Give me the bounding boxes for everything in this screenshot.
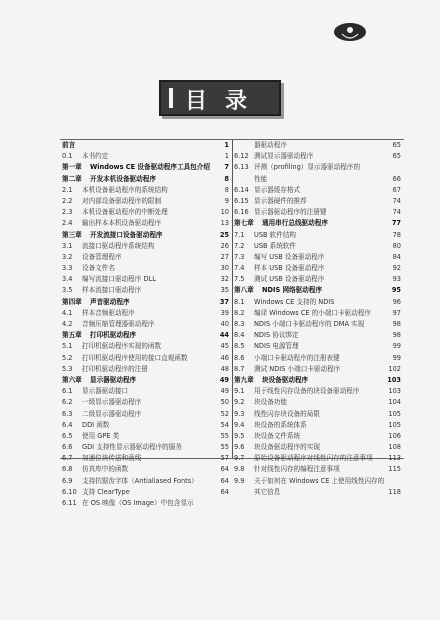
title-accent-bar bbox=[169, 88, 173, 108]
toc-entry-label: DDI 函数 bbox=[82, 420, 110, 429]
toc-entry-label: 针对线性闪存的编程注意事项 bbox=[254, 465, 340, 474]
toc-entry-label: 样本音频驱动程序 bbox=[82, 308, 135, 317]
toc-entry-label: 样本流接口驱动程序 bbox=[82, 286, 142, 295]
toc-entry-label: 二级显示器驱动程序 bbox=[82, 409, 142, 418]
toc-entry-page: 66 bbox=[392, 174, 401, 183]
publisher-logo bbox=[332, 16, 368, 48]
toc-entry-number: 9.4 bbox=[234, 420, 245, 429]
toc-entry-page: 30 bbox=[220, 264, 229, 273]
toc-entry-label: 支持 ClearType bbox=[82, 487, 130, 496]
toc-entry-number: 8.4 bbox=[234, 331, 245, 340]
toc-entry[interactable] bbox=[60, 196, 232, 207]
toc-entry[interactable] bbox=[232, 218, 404, 229]
toc-entry-page: 97 bbox=[392, 308, 401, 317]
toc-entry-number: 8.3 bbox=[234, 320, 245, 328]
toc-entry[interactable] bbox=[60, 252, 232, 263]
toc-entry[interactable] bbox=[60, 397, 232, 408]
toc-entry-page: 98 bbox=[392, 320, 401, 328]
toc-entry-page: 44 bbox=[219, 331, 229, 340]
toc-entry-page: 8 bbox=[224, 174, 229, 183]
toc-entry-label: 编写 USB 设备驱动程序 bbox=[254, 252, 325, 261]
toc-entry-page: 52 bbox=[220, 409, 229, 418]
toc-entry-label: 测试 USB 设备驱动程序 bbox=[254, 275, 325, 284]
toc-entry-number: 6.10 bbox=[62, 487, 77, 496]
toc-entry-page: 113 bbox=[388, 454, 401, 463]
toc-entry-label: 块设备的系统体系 bbox=[254, 420, 307, 429]
toc-entry[interactable] bbox=[232, 431, 404, 442]
toc-entry-page: 99 bbox=[392, 342, 401, 351]
toc-entry-label: 性能 bbox=[254, 174, 268, 183]
toc-entry-number: 5.3 bbox=[62, 364, 73, 373]
toc-entry[interactable] bbox=[60, 420, 232, 431]
toc-entry[interactable] bbox=[60, 241, 232, 252]
toc-entry-number: 7.3 bbox=[234, 252, 245, 261]
toc-entry-number: 0.1 bbox=[62, 152, 73, 161]
toc-entry-number: 6.3 bbox=[62, 409, 73, 418]
toc-entry-label: 编译 Windows CE 的小端口卡驱动程序 bbox=[254, 308, 372, 317]
toc-entry-number: 第一章 bbox=[62, 163, 82, 172]
toc-entry-number: 9.1 bbox=[234, 387, 245, 396]
toc-entry-number: 7.5 bbox=[234, 275, 245, 284]
toc-entry[interactable] bbox=[60, 140, 232, 151]
toc-entry-number: 6.4 bbox=[62, 420, 73, 429]
toc-entry-number: 9.2 bbox=[234, 398, 245, 407]
toc-entry-number: 3.2 bbox=[62, 252, 73, 261]
toc-entry-label: 评测（profiling）显示器驱动程序的 bbox=[254, 163, 361, 172]
toc-entry-page: 49 bbox=[220, 387, 229, 396]
toc-entry[interactable] bbox=[60, 353, 232, 364]
toc-entry-label: 测试 NDIS 小端口卡驱动程序 bbox=[254, 364, 341, 373]
toc-entry-page: 93 bbox=[392, 275, 401, 284]
toc-entry[interactable] bbox=[232, 397, 404, 408]
toc-entry-number: 8.1 bbox=[234, 297, 245, 306]
toc-entry-page: 45 bbox=[220, 342, 229, 351]
toc-entry[interactable] bbox=[60, 274, 232, 285]
toc-column-right bbox=[232, 140, 404, 496]
toc-entry-label: 通用串行总线驱动程序 bbox=[262, 219, 328, 228]
toc-entry-page: 48 bbox=[220, 364, 229, 373]
toc-entry-label: 开发本机设备驱动程序 bbox=[90, 174, 156, 183]
toc-entry-label: 显示器驱动程序 bbox=[90, 375, 137, 384]
toc-entry-number: 3.1 bbox=[62, 241, 73, 250]
toc-entry-page: 9 bbox=[224, 196, 229, 205]
toc-entry-label: 加速位块传送和画线 bbox=[82, 454, 142, 463]
toc-entry-number: 6.14 bbox=[234, 185, 249, 194]
title-char-1: 目 bbox=[185, 88, 208, 114]
toc-entry-page: 118 bbox=[388, 487, 401, 496]
toc-entry-label: 开发流接口设备驱动程序 bbox=[90, 230, 163, 239]
toc-entry-page: 78 bbox=[392, 230, 401, 239]
toc-entry-label: 原始设备驱动程序对线性闪存的注意事项 bbox=[254, 454, 373, 463]
toc-entry[interactable] bbox=[232, 386, 404, 397]
toc-entry-number: 8.7 bbox=[234, 364, 245, 373]
toc-entry-number: 6.1 bbox=[62, 387, 73, 396]
toc-entry-label: 打印机驱动程序的注册 bbox=[82, 364, 148, 373]
toc-entry-number: 3.4 bbox=[62, 275, 73, 284]
toc-entry-label: 其它信息 bbox=[254, 487, 281, 496]
toc-entry-label: 块设备驱动程序 bbox=[262, 375, 309, 384]
toc-entry-label: 块设备功能 bbox=[254, 398, 287, 407]
toc-entry-number: 第六章 bbox=[62, 375, 82, 384]
toc-entry-number: 6.12 bbox=[234, 152, 249, 161]
toc-entry[interactable] bbox=[60, 185, 232, 196]
toc-entry-number: 9.8 bbox=[234, 465, 245, 474]
toc-entry-label: GDI 支持性显示器驱动程序的服务 bbox=[82, 443, 182, 452]
toc-entry[interactable] bbox=[60, 330, 232, 341]
toc-entry-page: 49 bbox=[219, 375, 229, 384]
toc-entry-label: 显示器硬件的推荐 bbox=[254, 196, 307, 205]
toc-entry-number: 2.1 bbox=[62, 185, 73, 194]
toc-entry-page: 32 bbox=[220, 275, 229, 284]
toc-entry-number: 第八章 bbox=[234, 286, 254, 295]
toc-entry-page: 26 bbox=[220, 241, 229, 250]
toc-entry-label: 用于线性闪存设备的块设备驱动程序 bbox=[254, 387, 360, 396]
toc-entry[interactable] bbox=[232, 420, 404, 431]
toc-entry-label: 打印机驱动程序使用的接口直观函数 bbox=[82, 353, 188, 362]
toc-entry-page: 64 bbox=[220, 465, 229, 474]
toc-entry-page: 99 bbox=[392, 353, 401, 362]
toc-entry-number: 7.4 bbox=[234, 264, 245, 273]
toc-entry-label: 输出样本本机设备驱动程序 bbox=[82, 219, 162, 228]
toc-entry-label: 块设备文件系统 bbox=[254, 431, 301, 440]
toc-entry-number: 8.2 bbox=[234, 308, 245, 317]
toc-entry-number: 第二章 bbox=[62, 174, 82, 183]
toc-entry-label: 显示器驱动程序的注册键 bbox=[254, 208, 327, 217]
toc-entry[interactable] bbox=[232, 319, 404, 330]
toc-entry-number: 3.5 bbox=[62, 286, 73, 295]
toc-entry[interactable] bbox=[60, 375, 232, 386]
toc-entry[interactable] bbox=[60, 319, 232, 330]
toc-entry-number: 9.3 bbox=[234, 409, 245, 418]
toc-entry[interactable] bbox=[232, 353, 404, 364]
toc-entry[interactable] bbox=[60, 297, 232, 308]
toc-entry-number: 6.15 bbox=[234, 196, 249, 205]
toc-entry[interactable] bbox=[232, 207, 404, 218]
toc-entry-label: 在 OS 映像（OS Image）中包含显示 bbox=[82, 499, 194, 507]
toc-entry-page: 98 bbox=[392, 331, 401, 340]
toc-entry-label: 器驱动程序 bbox=[254, 141, 287, 149]
toc-entry-label: Windows CE 支持的 NDIS bbox=[254, 297, 335, 306]
toc-entry-label: 本机设备驱动程序的系统结构 bbox=[82, 185, 168, 194]
toc-entry-number: 9.7 bbox=[234, 454, 245, 463]
toc-entry-number: 8.6 bbox=[234, 353, 245, 362]
toc-entry[interactable] bbox=[60, 263, 232, 274]
toc-entry[interactable] bbox=[232, 297, 404, 308]
toc-entry-number: 9.5 bbox=[234, 431, 245, 440]
toc-entry[interactable] bbox=[232, 364, 404, 375]
toc-entry[interactable] bbox=[232, 196, 404, 207]
toc-entry-label: 设备文件名 bbox=[82, 264, 115, 273]
toc-entry[interactable] bbox=[60, 174, 232, 185]
toc-entry-page: 54 bbox=[220, 420, 229, 429]
toc-entry-page: 80 bbox=[392, 241, 401, 250]
toc-entry-page: 13 bbox=[220, 219, 229, 228]
toc-entry[interactable] bbox=[60, 230, 232, 241]
toc-entry[interactable] bbox=[232, 252, 404, 263]
toc-entry-page: 40 bbox=[220, 320, 229, 328]
toc-entry-label: 编写流接口驱动程序 DLL bbox=[82, 275, 156, 284]
toc-entry[interactable] bbox=[232, 341, 404, 352]
toc-entry-page: 25 bbox=[219, 230, 229, 239]
toc-entry-label: 音频压缩管理器驱动程序 bbox=[82, 320, 155, 328]
toc-entry-label: 块设备驱动程序的实现 bbox=[254, 443, 320, 452]
toc-entry[interactable] bbox=[232, 476, 404, 487]
toc-entry[interactable] bbox=[232, 375, 404, 386]
toc-entry-number: 7.2 bbox=[234, 241, 245, 250]
toc-entry-label: 声音驱动程序 bbox=[90, 297, 130, 306]
toc-entry-label: 仿真库中的函数 bbox=[82, 465, 129, 474]
toc-column-left bbox=[60, 140, 233, 507]
title-char-2: 录 bbox=[225, 88, 248, 114]
toc-entry-page: 37 bbox=[219, 297, 229, 306]
toc-entry[interactable] bbox=[232, 174, 404, 185]
toc-entry-number: 6.11 bbox=[62, 499, 77, 507]
toc-entry-label: 关于如何在 Windows CE 上使用线性闪存的 bbox=[254, 476, 385, 485]
toc-entry-page: 106 bbox=[388, 431, 401, 440]
toc-entry-page: 103 bbox=[387, 375, 401, 384]
toc-entry-label: NDIS 电源管理 bbox=[254, 342, 299, 351]
toc-entry-number: 2.2 bbox=[62, 196, 73, 205]
toc-entry-page: 55 bbox=[220, 431, 229, 440]
toc-entry-page: 103 bbox=[388, 387, 401, 396]
toc-entry[interactable] bbox=[232, 442, 404, 453]
toc-entry-number: 2.3 bbox=[62, 208, 73, 217]
toc-entry[interactable] bbox=[60, 151, 232, 162]
toc-entry-page: 65 bbox=[392, 141, 401, 149]
toc-entry[interactable] bbox=[60, 487, 232, 498]
toc-entry-label: NDIS 协议绑定 bbox=[254, 331, 299, 340]
toc-entry-label: 打印机驱动程序实现的函数 bbox=[82, 342, 162, 351]
toc-entry-label: 支持抗锯齿字体（Antialiased Fonts） bbox=[82, 476, 198, 485]
toc-entry-label: NDIS 小端口卡驱动程序的 DMA 实现 bbox=[254, 320, 365, 328]
toc-entry-page: 77 bbox=[391, 219, 401, 228]
toc-entry-page: 64 bbox=[220, 476, 229, 485]
toc-entry-page: 67 bbox=[392, 185, 401, 194]
toc-entry-page: 1 bbox=[224, 141, 229, 149]
toc-entry-page: 74 bbox=[392, 208, 401, 217]
toc-entry[interactable] bbox=[232, 487, 404, 498]
toc-entry-page: 95 bbox=[391, 286, 401, 295]
toc-entry[interactable] bbox=[232, 330, 404, 341]
toc-entry[interactable] bbox=[60, 207, 232, 218]
toc-entry-page: 10 bbox=[220, 208, 229, 217]
toc-entry-label: 本机设备驱动程序的中断处理 bbox=[82, 208, 168, 217]
table-of-contents bbox=[60, 139, 404, 507]
toc-entry[interactable] bbox=[232, 453, 404, 464]
toc-entry-label: 小端口卡驱动程序的注册表键 bbox=[254, 353, 340, 362]
toc-entry-number: 第三章 bbox=[62, 230, 82, 239]
toc-entry-label: 对内部设备驱动程序的限制 bbox=[82, 196, 162, 205]
toc-entry-label: 流接口驱动程序系统结构 bbox=[82, 241, 155, 250]
toc-entry-number: 6.8 bbox=[62, 465, 73, 474]
toc-entry[interactable] bbox=[60, 431, 232, 442]
toc-entry-number: 6.9 bbox=[62, 476, 73, 485]
toc-entry-number: 第九章 bbox=[234, 375, 254, 384]
toc-entry-number: 7.1 bbox=[234, 230, 245, 239]
toc-entry[interactable] bbox=[232, 409, 404, 420]
toc-entry-page: 102 bbox=[388, 364, 401, 373]
toc-entry-label: 使用 GPE 类 bbox=[82, 431, 120, 440]
toc-entry-number: 6.13 bbox=[234, 163, 249, 172]
toc-entry-number: 6.5 bbox=[62, 431, 73, 440]
toc-entry[interactable] bbox=[232, 464, 404, 475]
toc-entry-number: 第七章 bbox=[234, 219, 254, 228]
toc-entry[interactable] bbox=[60, 498, 232, 509]
toc-entry-page: 35 bbox=[220, 286, 229, 295]
toc-entry-page: 39 bbox=[220, 308, 229, 317]
toc-entry-label: 显示器驱动接口 bbox=[82, 387, 129, 396]
toc-entry-number: 5.1 bbox=[62, 342, 73, 351]
toc-entry-label: NDIS 网络驱动程序 bbox=[262, 286, 323, 295]
toc-entry[interactable] bbox=[60, 453, 232, 464]
toc-entry-label: 设备管理程序 bbox=[82, 252, 122, 261]
toc-entry[interactable] bbox=[60, 442, 232, 453]
toc-entry-label: 线性闪存块设备的局限 bbox=[254, 409, 320, 418]
toc-entry-page: 74 bbox=[392, 196, 401, 205]
toc-entry-page: 65 bbox=[392, 152, 401, 161]
toc-entry-page: 96 bbox=[392, 297, 401, 306]
toc-entry-label: 显示器缓存格式 bbox=[254, 185, 301, 194]
toc-entry[interactable] bbox=[60, 464, 232, 475]
toc-entry-number: 6.6 bbox=[62, 443, 73, 452]
toc-entry[interactable] bbox=[232, 140, 404, 151]
toc-entry-page: 105 bbox=[388, 409, 401, 418]
toc-entry-number: 6.2 bbox=[62, 398, 73, 407]
toc-entry[interactable] bbox=[232, 285, 404, 296]
toc-entry[interactable] bbox=[60, 285, 232, 296]
toc-entry[interactable] bbox=[232, 230, 404, 241]
toc-entry[interactable] bbox=[60, 476, 232, 487]
toc-entry[interactable] bbox=[60, 386, 232, 397]
toc-entry[interactable] bbox=[232, 151, 404, 162]
toc-entry-number: 3.3 bbox=[62, 264, 73, 273]
toc-entry[interactable] bbox=[232, 274, 404, 285]
toc-entry-page: 55 bbox=[220, 443, 229, 452]
toc-entry-page: 27 bbox=[220, 252, 229, 261]
toc-entry-page: 64 bbox=[220, 487, 229, 496]
toc-entry[interactable] bbox=[60, 341, 232, 352]
toc-entry-page: 108 bbox=[388, 443, 401, 452]
toc-entry-page: 57 bbox=[220, 454, 229, 463]
toc-entry-page: 105 bbox=[388, 420, 401, 429]
toc-entry[interactable] bbox=[232, 263, 404, 274]
toc-entry-label: 样本 USB 设备驱动程序 bbox=[254, 264, 325, 273]
toc-entry-label: USB 软件结构 bbox=[254, 230, 297, 239]
toc-entry-page: 92 bbox=[392, 264, 401, 273]
toc-entry-label: Windows CE 设备驱动程序工具包介绍 bbox=[90, 163, 210, 172]
toc-entry-number: 5.2 bbox=[62, 353, 73, 362]
toc-entry-number: 9.9 bbox=[234, 476, 245, 485]
toc-entry-page: 8 bbox=[224, 185, 229, 194]
toc-entry-label: 本书约定 bbox=[82, 152, 109, 161]
toc-entry-page: 46 bbox=[220, 353, 229, 362]
toc-entry-label: USB 系统软件 bbox=[254, 241, 297, 250]
toc-entry-number: 6.7 bbox=[62, 454, 73, 463]
toc-entry-number: 8.5 bbox=[234, 342, 245, 351]
toc-entry[interactable] bbox=[232, 162, 404, 173]
toc-entry-label: 一级显示器驱动程序 bbox=[82, 398, 142, 407]
toc-entry-page: 50 bbox=[220, 398, 229, 407]
toc-entry[interactable] bbox=[232, 308, 404, 319]
toc-entry[interactable] bbox=[60, 364, 232, 375]
toc-entry-number: 2.4 bbox=[62, 219, 73, 228]
toc-entry[interactable] bbox=[60, 409, 232, 420]
toc-entry-label: 打印机驱动程序 bbox=[90, 331, 137, 340]
toc-entry-page: 84 bbox=[392, 252, 401, 261]
toc-entry-number: 第四章 bbox=[62, 297, 82, 306]
toc-entry-number: 前言 bbox=[62, 141, 76, 149]
toc-entry[interactable] bbox=[232, 185, 404, 196]
toc-entry[interactable] bbox=[232, 241, 404, 252]
toc-entry-page: 7 bbox=[224, 163, 229, 172]
toc-entry-number: 4.2 bbox=[62, 320, 73, 328]
toc-entry-page: 115 bbox=[388, 465, 401, 474]
toc-entry-label: 测试显示器驱动程序 bbox=[254, 152, 314, 161]
toc-entry-number: 6.16 bbox=[234, 208, 249, 217]
toc-entry-page: 104 bbox=[388, 398, 401, 407]
toc-entry[interactable] bbox=[60, 218, 232, 229]
toc-entry[interactable] bbox=[60, 308, 232, 319]
toc-entry-number: 第五章 bbox=[62, 331, 82, 340]
toc-title bbox=[159, 80, 281, 116]
toc-entry-number: 4.1 bbox=[62, 308, 73, 317]
toc-entry[interactable] bbox=[60, 162, 232, 173]
toc-entry-page: 1 bbox=[224, 152, 229, 161]
toc-entry-number: 9.6 bbox=[234, 443, 245, 452]
